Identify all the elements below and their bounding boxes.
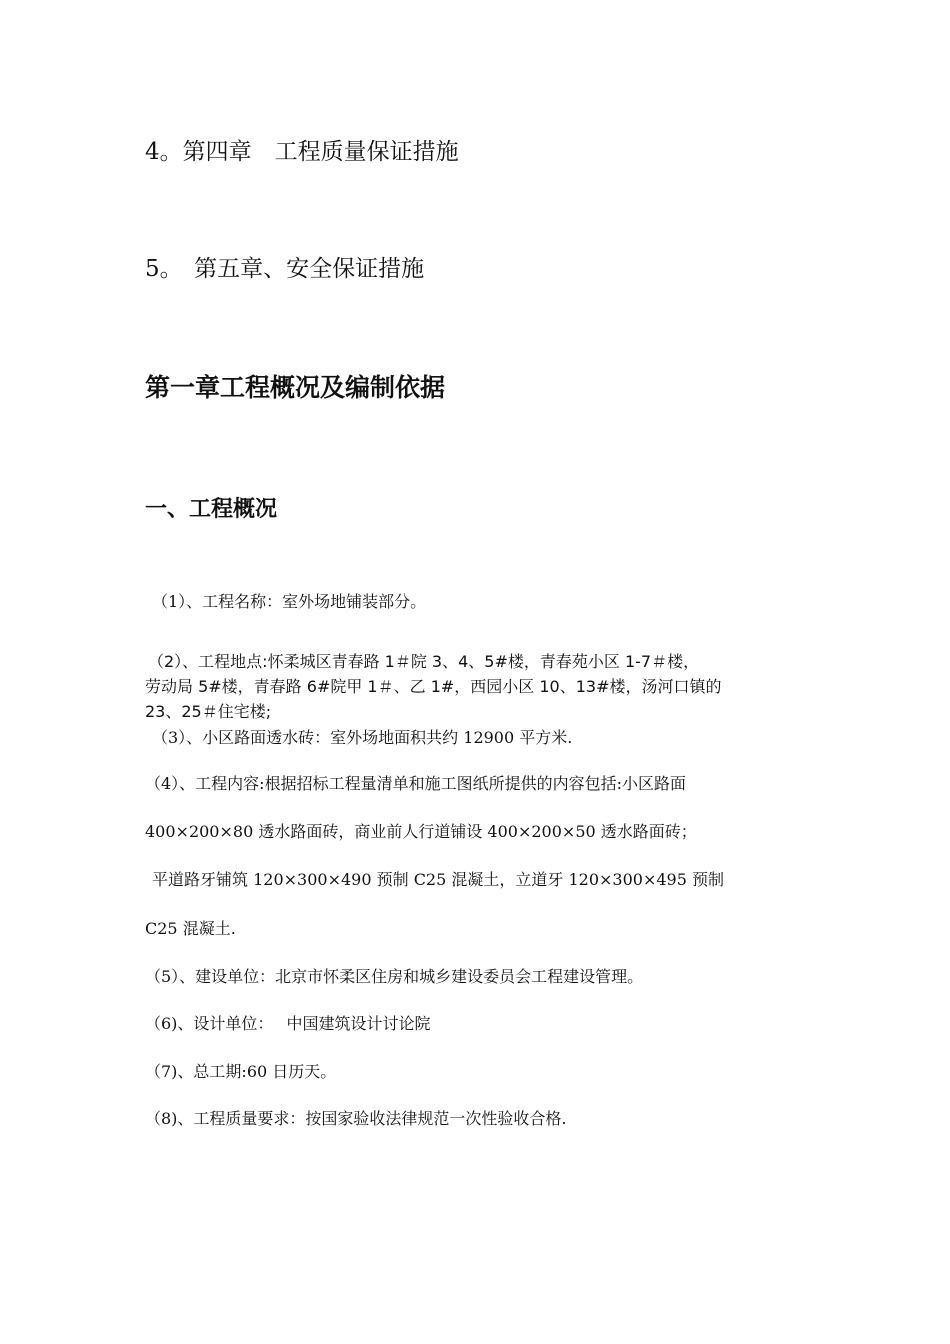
item-content-line-2: 400×200×80 透水路面砖，商业前人行道铺设 400×200×50 透水路面砖； [145,822,697,841]
toc-entry-chapter-5: 5。 第五章、安全保证措施 [145,256,425,282]
item-content-line-1: （4）、工程内容:根据招标工程量清单和施工图纸所提供的内容包括:小区路面 [145,774,686,793]
item-duration: （7)、总工期:60 日历天。 [145,1062,337,1081]
item-location-line-3: 23、25＃住宅楼; [145,702,272,721]
item-quality: （8)、工程质量要求：按国家验收法律规范一次性验收合格. [145,1109,567,1128]
chapter-title: 第一章工程概况及编制依据 [145,373,446,402]
item-area: （3）、小区路面透水砖：室外场地面积共约 12900 平方米. [152,728,573,747]
toc-entry-chapter-4: 4。第四章 工程质量保证措施 [145,139,459,165]
item-location-line-2: 劳动局 5#楼，青春路 6#院甲 1＃、乙 1#，西园小区 10、13#楼，汤河口镇的 [145,677,722,696]
item-content-line-3: 平道路牙铺筑 120×300×490 预制 C25 混凝土，立道牙 120×300×495 预制 [152,870,724,889]
item-location-line-1: （2）、工程地点:怀柔城区青春路 1＃院 3、4、5#楼，青春苑小区 1-7＃楼， [148,652,700,671]
section-title: 一、工程概况 [145,497,278,522]
item-owner: （5）、建设单位：北京市怀柔区住房和城乡建设委员会工程建设管理。 [145,967,644,986]
item-designer: （6)、设计单位： 中国建筑设计讨论院 [145,1014,431,1033]
item-content-line-4: C25 混凝土. [145,919,236,938]
item-project-name: （1）、工程名称：室外场地铺装部分。 [152,592,427,611]
